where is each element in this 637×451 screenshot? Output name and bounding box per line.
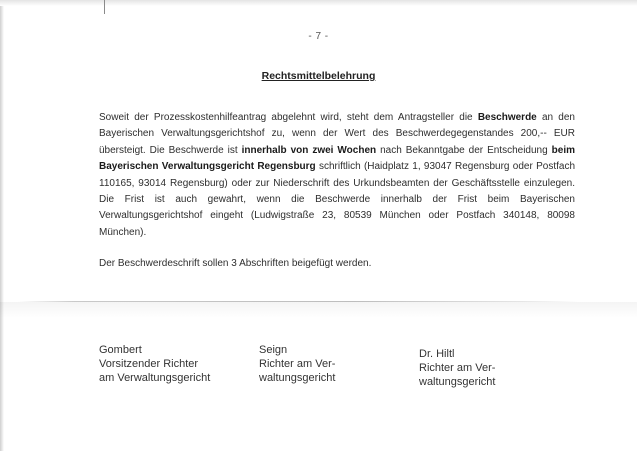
paragraph-text: nach Bekanntgabe der Entscheidung bbox=[376, 144, 552, 156]
signatory-name: Gombert bbox=[99, 344, 142, 356]
signature-block bbox=[99, 343, 210, 385]
signatory-name: Dr. Hiltl bbox=[419, 348, 455, 360]
scan-edge-left bbox=[0, 0, 4, 451]
page-fold-shadow bbox=[0, 302, 637, 318]
scan-mark bbox=[104, 0, 105, 14]
signatory-title: Vorsitzender Richter bbox=[99, 358, 199, 370]
paragraph-bold: innerhalb von zwei Wochen bbox=[241, 144, 377, 156]
scan-edge-top bbox=[0, 0, 637, 6]
paragraph-text: an den Bayerischen Verwaltungsgerichtshof zu, wenn der Wert des Beschwerdegegenstandes 200,-- EUR übersteigt. Die Beschwerde ist bbox=[99, 112, 575, 156]
signatory-title: Richter am Ver- bbox=[419, 362, 496, 374]
legal-remedy-paragraph bbox=[99, 110, 575, 241]
paragraph-bold: Beschwerde bbox=[477, 112, 537, 123]
signatory-title: waltungsgericht bbox=[419, 376, 496, 388]
page-number: - 7 - bbox=[308, 31, 329, 42]
paragraph-text: schriftlich (Haidplatz 1, 93047 Regensburg oder Postfach 110165, 93014 Regensburg) oder zur Niederschrift des Urkundsbeamten der Geschäftsstelle einzulegen. Die Frist ist auch gewahrt, wenn die Beschwerde innerhalb der Frist beim Bayerischen Verwaltungsgerichtshof eingeht (Ludwigstraße 23, 80539 München oder Postfach 340148, 80098 München). bbox=[99, 161, 576, 238]
signatory-title: waltungsgericht bbox=[259, 372, 336, 384]
paragraph-text: Soweit der Prozesskostenhilfeantrag abgelehnt wird, steht dem Antragsteller die bbox=[99, 112, 478, 123]
paragraph-bold: beim Bayerischen Verwaltungsgericht Regensburg bbox=[99, 144, 575, 173]
signature-block bbox=[259, 343, 335, 385]
section-title: Rechtsmittelbelehrung bbox=[261, 70, 376, 82]
signatory-title: Richter am Ver- bbox=[259, 358, 336, 370]
signatory-name: Seign bbox=[259, 344, 288, 356]
signature-block bbox=[419, 347, 495, 389]
signatory-title: am Verwaltungsgericht bbox=[99, 372, 211, 384]
copies-note: Der Beschwerdeschrift sollen 3 Abschriften beigefügt werden. bbox=[99, 258, 372, 269]
